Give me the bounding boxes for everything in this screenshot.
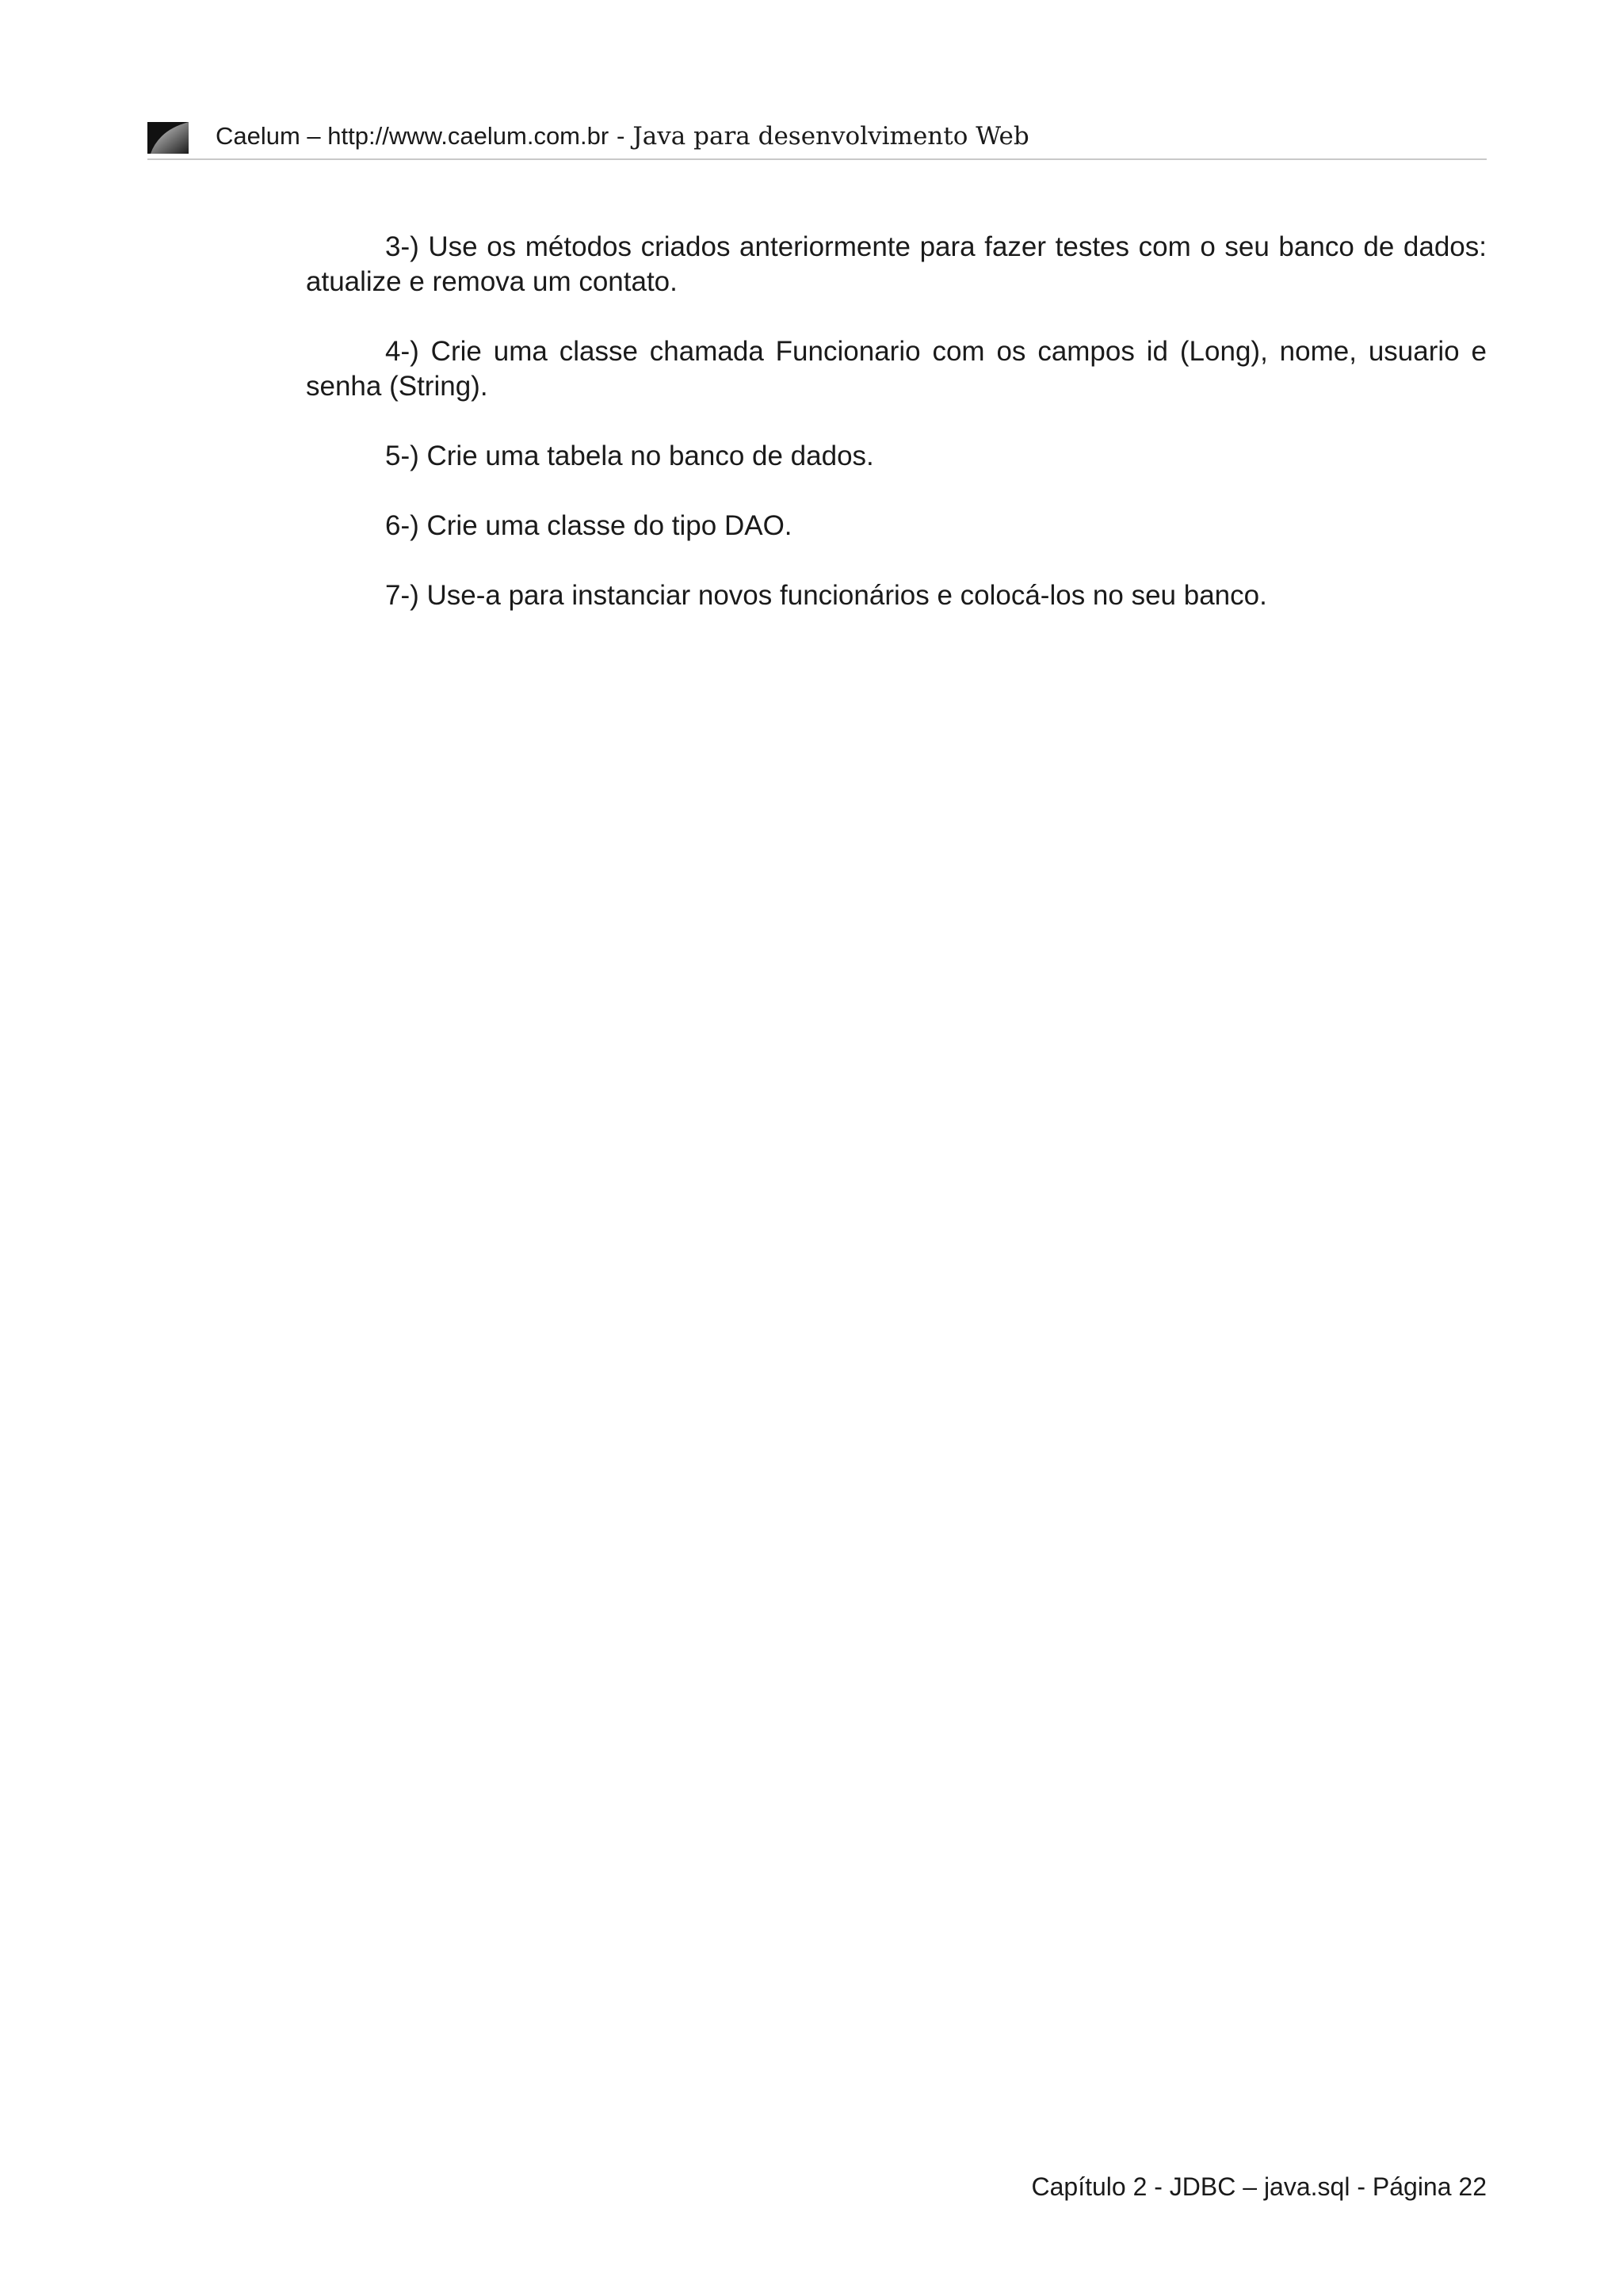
exercise-paragraph: 6-) Crie uma classe do tipo DAO. — [385, 510, 792, 541]
page-header — [147, 117, 1487, 160]
header-title — [216, 120, 1029, 152]
page-footer: Capítulo 2 - JDBC – java.sql - Página 22 — [1031, 2172, 1487, 2201]
header-course: Java para desenvolvimento Web — [632, 122, 1029, 151]
caelum-logo-icon — [147, 122, 189, 154]
exercise-paragraph: 3-) Use os métodos criados anteriormente para fazer testes com o seu banco de dados: atualize e remova um contato. — [306, 231, 1487, 297]
header-separator: - — [609, 122, 633, 151]
exercise-paragraph: 4-) Crie uma classe chamada Funcionario com os campos id (Long), nome, usuario e senha (String). — [306, 336, 1487, 402]
exercise-list — [306, 230, 1487, 648]
exercise-paragraph: 5-) Crie uma tabela no banco de dados. — [385, 441, 874, 471]
header-site: Caelum – http://www.caelum.com.br — [216, 122, 609, 150]
exercise-paragraph: 7-) Use-a para instanciar novos funcionários e colocá-los no seu banco. — [385, 580, 1267, 611]
